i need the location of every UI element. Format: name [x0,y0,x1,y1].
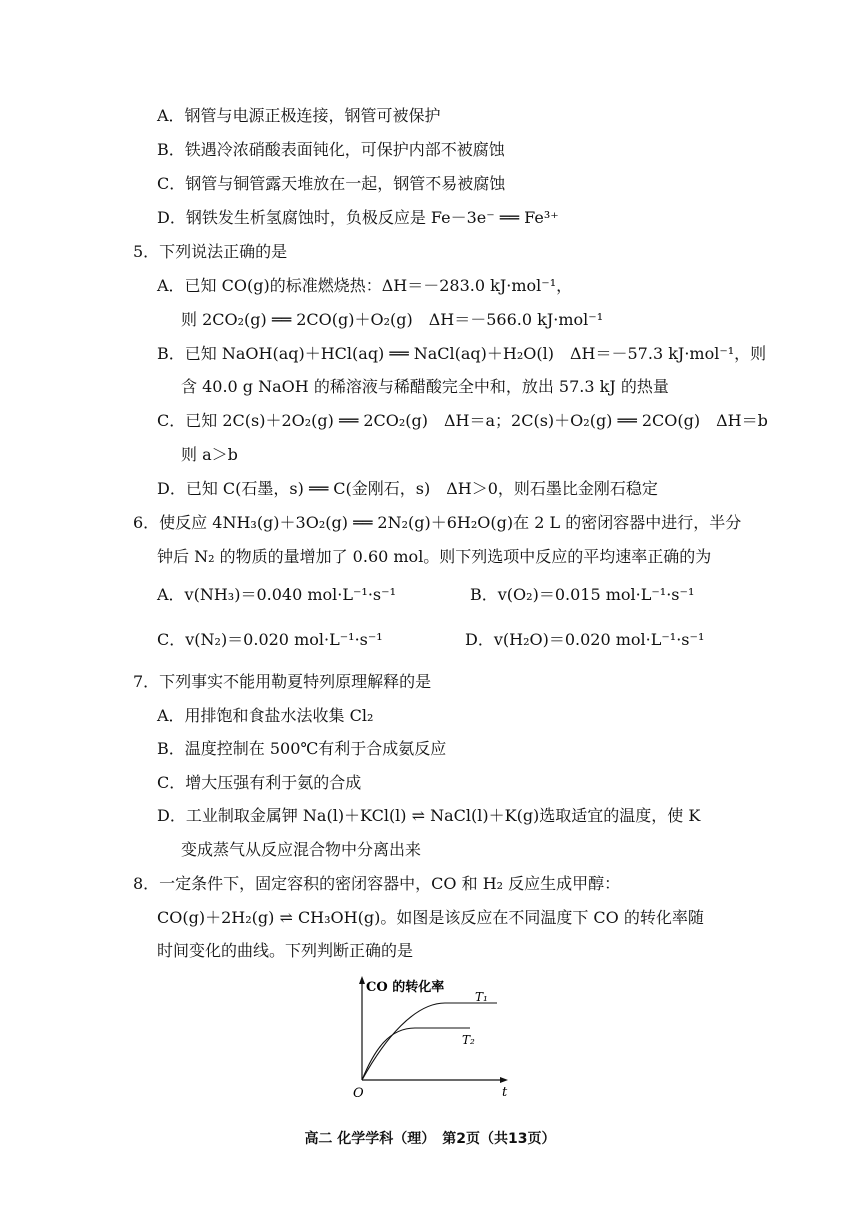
q4-option-d: D．钢铁发生析氢腐蚀时，负极反应是 Fe－3e⁻ ══ Fe³⁺ [157,208,559,227]
question-6-stem-line2: 钟后 N₂ 的物质的量增加了 0.60 mol。则下列选项中反应的平均速率正确的为 [157,547,712,566]
q6-option-b: B．v(O₂)＝0.015 mol·L⁻¹·s⁻¹ [470,585,695,604]
question-8-stem-line1: 8．一定条件下，固定容积的密闭容器中，CO 和 H₂ 反应生成甲醇： [133,874,621,893]
q7-option-d-line2: 变成蒸气从反应混合物中分离出来 [181,840,422,859]
q4-option-a: A．钢管与电源正极连接，钢管可被保护 [157,106,441,125]
q7-option-b: B．温度控制在 500℃有利于合成氨反应 [157,739,447,758]
question-6-stem-line1: 6．使反应 4NH₃(g)＋3O₂(g) ══ 2N₂(g)＋6H₂O(g)在 2 L 的密闭容器中进行，半分 [133,513,742,532]
q7-option-c: C．增大压强有利于氨的合成 [157,773,362,792]
question-8-stem-line3: 时间变化的曲线。下列判断正确的是 [157,941,414,960]
co-conversion-figure [345,968,525,1108]
q6-option-a: A．v(NH₃)＝0.040 mol·L⁻¹·s⁻¹ [157,585,396,604]
y-axis-label: CO 的转化率 [366,980,445,995]
q7-option-d-line1: D．工业制取金属钾 Na(l)＋KCl(l) ⇌ NaCl(l)＋K(g)选取适宜的温度，使 K [157,806,701,825]
q5-option-c-line2: 则 a＞b [181,445,238,464]
q5-option-d: D．已知 C(石墨，s) ══ C(金刚石，s) ΔH＞0，则石墨比金刚石稳定 [157,479,658,498]
origin-label: O [353,1086,364,1101]
q4-option-b: B．铁遇冷浓硝酸表面钝化，可保护内部不被腐蚀 [157,140,505,159]
q4-option-c: C．钢管与铜管露天堆放在一起，钢管不易被腐蚀 [157,174,506,193]
q5-option-c-line1: C．已知 2C(s)＋2O₂(g) ══ 2CO₂(g) ΔH＝a；2C(s)＋O₂(g) ══ 2CO(g) ΔH＝b [157,411,768,430]
q5-option-b-line2: 含 40.0 g NaOH 的稀溶液与稀醋酸完全中和，放出 57.3 kJ 的热量 [181,377,669,396]
q6-option-d: D．v(H₂O)＝0.020 mol·L⁻¹·s⁻¹ [465,630,705,649]
question-7-stem: 7．下列事实不能用勒夏特列原理解释的是 [133,672,432,691]
q5-option-a-line1: A．已知 CO(g)的标准燃烧热：ΔH＝－283.0 kJ·mol⁻¹， [157,276,573,295]
question-8-stem-line2: CO(g)＋2H₂(g) ⇌ CH₃OH(g)。如图是该反应在不同温度下 CO 的转化率随 [157,908,704,927]
x-axis-label: t [502,1085,508,1100]
x-axis-arrow [500,1077,508,1083]
q5-option-b-line1: B．已知 NaOH(aq)＋HCl(aq) ══ NaCl(aq)＋H₂O(l) ΔH＝－57.3 kJ·mol⁻¹，则 [157,344,767,363]
q5-option-a-line2: 则 2CO₂(g) ══ 2CO(g)＋O₂(g) ΔH＝－566.0 kJ·mol⁻¹ [181,310,604,329]
y-axis-arrow [359,976,365,984]
question-5-stem: 5．下列说法正确的是 [133,242,288,261]
curve-t1 [362,1003,497,1080]
q7-option-a: A．用排饱和食盐水法收集 Cl₂ [157,706,374,725]
t2-label: T₂ [462,1033,475,1047]
t1-label: T₁ [475,990,488,1004]
q6-option-c: C．v(N₂)＝0.020 mol·L⁻¹·s⁻¹ [157,630,383,649]
page-footer: 高二 化学学科（理） 第2页（共13页） [304,1131,556,1147]
